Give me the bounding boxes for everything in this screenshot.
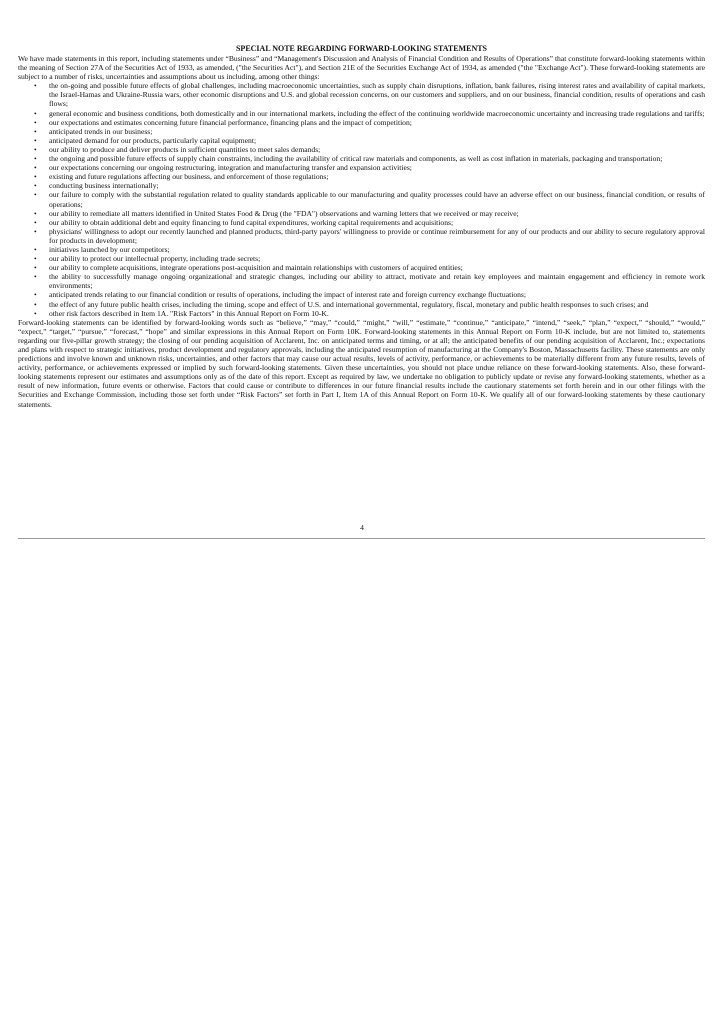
bullet-icon: • [34, 244, 37, 254]
bullet-icon: • [34, 308, 37, 318]
list-item-text: anticipated trends relating to our financial condition or results of operations, including the impact of interest rate and foreign currency exchange fluctuations; [49, 290, 526, 300]
list-item-text: the effect of any future public health crises, including the timing, scope and effect of U.S. and international governmental, regulatory, fiscal, monetary and public health responses to such crises; and [49, 299, 649, 309]
list-item [18, 254, 705, 263]
list-item [18, 245, 705, 254]
list-item-text: other risk factors described in Item 1A. "Risk Factors" in this Annual Report on Form 10-K. [49, 308, 329, 318]
list-item [18, 300, 705, 309]
list-item [18, 109, 705, 118]
bullet-icon: • [34, 108, 37, 118]
closing-paragraph: Forward-looking statements can be identified by forward-looking words such as “believe,” “may,” “could,” “might,” “will,” “estimate,” “continue,” “anticipate,” “intend,” “seek,” “plan,” “expect,” “should,” “would,” “expect,” “target,” “pursue,” “forecast,” “hope” and similar expressions in this Annual Report on Form 10K. Forward-looking statements in this Annual Report on Form 10-K include, but are not limited to, statements regarding our five-pillar growth strategy; the closing of our pending acquisition of Acclarent, Inc. on anticipated terms and timing, or at all; the anticipated benefits of our pending acquisition of Acclarent, Inc.; expectations and plans with respect to strategic initiatives, product development and regulatory approvals, including the anticipated resumption of manufacturing at the Company's Boston, Massachusetts facility. These statements are only predictions and involve known and unknown risks, uncertainties, and other factors that may cause our actual results, levels of activity, performance, or achievements to be materially different from any future results, levels of activity, performance, or achievements expressed or implied by such forward-looking statements. Given these uncertainties, you should not place undue reliance on these forward-looking statements. Also, these forward-looking statements represent our estimates and assumptions only as of the date of this report. Except as required by law, we undertake no obligation to publicly update or revise any forward-looking statements, whether as a result of new information, future events or otherwise. Factors that could cause or contribute to differences in our future financial results include the cautionary statements set forth herein and in our other filings with the Securities and Exchange Commission, including those set forth under “Risk Factors” set forth in Part I, Item 1A of this Annual Report on Form 10-K. We qualify all of our forward-looking statements by these cautionary statements. [18, 317, 705, 409]
section-heading: SPECIAL NOTE REGARDING FORWARD-LOOKING STATEMENTS [235, 44, 487, 53]
list-item-text: our ability to obtain additional debt and equity financing to fund capital expenditures, working capital requirements and acquisitions; [49, 217, 454, 227]
bullet-icon: • [34, 117, 37, 127]
list-item [18, 136, 705, 145]
bullet-icon: • [34, 172, 37, 182]
list-item-text: anticipated demand for our products, particularly capital equipment; [49, 135, 257, 145]
list-item-text: our ability to protect our intellectual property, including trade secrets; [49, 254, 261, 264]
list-item-text: our ability to remediate all matters identified in United States Food & Drug (the "FDA") observations and warning letters that we received or may receive; [49, 208, 519, 218]
list-item-text: general economic and business conditions, both domestically and in our international markets, including the effect of the continuing worldwide macroeconomic uncertainty and increasing trade regulations and tariffs; [49, 108, 705, 118]
list-item [18, 127, 705, 136]
list-item-text: anticipated trends in our business; [49, 126, 153, 136]
list-item [18, 181, 705, 190]
list-item [18, 209, 705, 218]
bullet-icon: • [34, 299, 37, 309]
list-item-text: our ability to produce and deliver products in sufficient quantities to meet sales demands; [49, 144, 321, 154]
list-item [18, 227, 705, 245]
list-item [18, 118, 705, 127]
list-item-text: our failure to comply with the substantial regulation related to quality standards applicable to our manufacturing and quality processes could have an adverse effect on our business, financial condition, or results of operations; [49, 190, 705, 209]
list-item [18, 163, 705, 172]
bullet-icon: • [34, 181, 37, 191]
list-item-text: the on-going and possible future effects of global challenges, including macroeconomic uncertainties, such as supply chain disruptions, inflation, bank failures, rising interest rates and availability of capital markets, the Israel-Hamas and Ukraine-Russia wars, other economic disruptions and U.S. and global recession concerns, on our customers and suppliers, and on our business, financial condition, results of operations and cash flows; [49, 81, 705, 109]
bullet-icon: • [34, 135, 37, 145]
list-item [18, 154, 705, 163]
page-divider [18, 538, 705, 539]
bullet-icon: • [34, 154, 37, 164]
bullet-icon: • [34, 254, 37, 264]
list-item [18, 172, 705, 181]
list-item-text: physicians' willingness to adopt our recently launched and planned products, third-party payors' willingness to provide or continue reimbursement for any of our products and our ability to secure regulatory approval for products in development; [49, 226, 705, 245]
bullet-icon: • [34, 81, 37, 91]
list-item [18, 81, 705, 108]
page-number: 4 [360, 523, 364, 532]
intro-paragraph: We have made statements in this report, including statements under “Business” and “Management's Discussion and Analysis of Financial Condition and Results of Operations” that constitute forward-looking statements within the meaning of Section 27A of the Securities Act of 1933, as amended, ("the Securities Act"), and Section 21E of the Securities Exchange Act of 1934, as amended ("the "Exchange Act"). These forward-looking statements are subject to a number of risks, uncertainties and assumptions about us including, among other things: [18, 54, 705, 82]
list-item [18, 263, 705, 272]
bullet-icon: • [34, 190, 37, 200]
list-item [18, 272, 705, 290]
list-item-text: the ongoing and possible future effects of supply chain constraints, including the availability of critical raw materials and components, as well as cost inflation in materials, packaging and transportation; [49, 154, 663, 164]
list-item-text: the ability to successfully manage ongoing organizational and strategic changes, including our ability to attract, motivate and retain key employees and maintain engagement and efficiency in remote work environments; [49, 272, 705, 291]
bullet-icon: • [34, 226, 37, 236]
list-item-text: conducting business internationally; [49, 181, 159, 191]
list-item [18, 218, 705, 227]
list-item [18, 309, 705, 318]
bullet-icon: • [34, 272, 37, 282]
bullet-icon: • [34, 208, 37, 218]
list-item [18, 145, 705, 154]
bullet-icon: • [34, 217, 37, 227]
bullet-icon: • [34, 290, 37, 300]
bullet-icon: • [34, 144, 37, 154]
list-item-text: initiatives launched by our competitors; [49, 244, 170, 254]
list-item-text: our expectations and estimates concerning future financial performance, financing plans and the impact of competition; [49, 117, 412, 127]
bullet-icon: • [34, 126, 37, 136]
list-item-text: our expectations concerning our ongoing restructuring, integration and manufacturing transfer and expansion activities; [49, 163, 412, 173]
document-page [18, 44, 705, 409]
list-item-text: existing and future regulations affecting our business, and enforcement of those regulations; [49, 172, 329, 182]
list-item [18, 290, 705, 299]
list-item-text: our ability to complete acquisitions, integrate operations post-acquisition and maintain relationships with customers of acquired entities; [49, 263, 463, 273]
bullet-icon: • [34, 263, 37, 273]
risk-bullet-list [18, 81, 705, 317]
list-item [18, 190, 705, 208]
bullet-icon: • [34, 163, 37, 173]
